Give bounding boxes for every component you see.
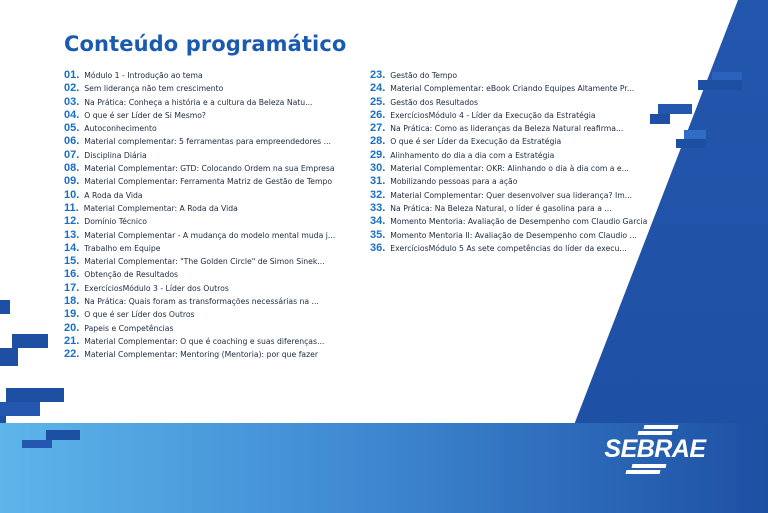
module-item[interactable]	[370, 215, 655, 228]
module-title: Material Complementar: O que é coaching e suas diferenças...	[84, 336, 325, 346]
module-number: 18.	[64, 295, 80, 308]
module-title: A Roda da Vida	[84, 190, 143, 200]
module-number: 04.	[64, 108, 80, 121]
module-item[interactable]	[370, 82, 655, 95]
module-number: 01.	[64, 69, 80, 81]
module-item[interactable]	[64, 268, 360, 281]
module-number: 35.	[370, 228, 386, 241]
module-title: O que é ser Líder de Si Mesmo?	[84, 110, 207, 120]
module-title: ExercíciosMódulo 5 As sete competências do líder da execu...	[390, 243, 627, 253]
module-item[interactable]	[64, 215, 360, 228]
module-number: 19.	[64, 308, 80, 321]
module-item[interactable]	[64, 242, 360, 255]
module-item[interactable]	[370, 122, 655, 135]
module-item[interactable]	[64, 348, 360, 361]
module-title: Gestão do Tempo	[390, 71, 458, 80]
module-title: Material Complementar: Mentoring (Mentoria): por que fazer	[84, 350, 319, 360]
module-item[interactable]	[64, 162, 360, 175]
module-title: Material Complementar: A Roda da Vida	[83, 203, 238, 213]
module-item[interactable]	[370, 229, 655, 242]
logo-bar-bottom	[626, 470, 661, 474]
module-item[interactable]	[370, 96, 655, 109]
module-number: 14.	[64, 241, 80, 254]
module-item[interactable]	[370, 109, 655, 122]
module-number: 24.	[370, 82, 386, 95]
module-title: Papeis e Competências	[84, 323, 174, 333]
module-title: Material Complementar: GTD: Colocando Ordem na sua Empresa	[84, 164, 335, 174]
module-item[interactable]	[64, 122, 360, 135]
module-title: O que é ser Líder dos Outros	[84, 310, 195, 320]
module-title: ExercíciosMódulo 4 - Líder da Execução da Estratégia	[390, 110, 596, 120]
sebrae-logo	[600, 421, 710, 479]
module-item[interactable]	[64, 229, 360, 242]
module-title: Material Complementar: OKR: Alinhando o dia à dia com a e...	[390, 164, 629, 174]
module-title: Momento Mentoria II: Avaliação de Desempenho com Claudio ...	[390, 230, 637, 240]
module-item[interactable]	[64, 69, 360, 82]
logo-bar-low	[632, 464, 667, 468]
module-item[interactable]	[64, 109, 360, 122]
module-title: Gestão dos Resultados	[390, 97, 478, 107]
module-title: Módulo 1 - Introdução ao tema	[84, 71, 203, 80]
module-number: 09.	[64, 175, 80, 188]
module-title: Material Complementar: Ferramenta Matriz de Gestão de Tempo	[84, 177, 333, 187]
module-item[interactable]	[64, 295, 360, 308]
module-title: Alinhamento do dia a dia com a Estratégia	[390, 150, 555, 160]
module-title: Obtenção de Resultados	[84, 270, 179, 280]
module-number: 06.	[64, 135, 80, 148]
module-number: 27.	[370, 122, 386, 135]
module-number: 20.	[64, 321, 80, 334]
module-title: O que é ser Líder da Execução da Estratégia	[390, 137, 562, 147]
module-title: Material Complementar: eBook Criando Equipes Altamente Pr...	[390, 84, 635, 94]
module-number: 03.	[64, 95, 80, 108]
logo-bar-top	[644, 425, 679, 429]
module-list-right	[370, 69, 655, 255]
module-number: 08.	[64, 162, 80, 175]
module-item[interactable]	[64, 308, 360, 321]
module-number: 28.	[370, 135, 386, 148]
module-number: 11.	[64, 201, 79, 214]
module-number: 07.	[64, 148, 80, 161]
module-item[interactable]	[64, 335, 360, 348]
module-title: Na Prática: Conheça a história e a cultura da Beleza Natu...	[84, 97, 313, 107]
module-title: Na Prática: Na Beleza Natural, o líder é gasolina para a ...	[390, 203, 612, 213]
module-item[interactable]	[370, 189, 655, 202]
module-title: Material Complementar: Quer desenvolver sua liderança? Im...	[390, 190, 633, 200]
module-number: 21.	[64, 334, 80, 347]
module-item[interactable]	[64, 282, 360, 295]
module-number: 12.	[64, 215, 80, 228]
module-title: Mobilizando pessoas para a ação	[390, 177, 518, 187]
module-number: 17.	[64, 281, 80, 294]
module-item[interactable]	[370, 69, 655, 82]
module-number: 31.	[370, 175, 386, 188]
module-item[interactable]	[370, 135, 655, 148]
module-title: Autoconhecimento	[84, 124, 157, 134]
module-number: 02.	[64, 82, 80, 95]
module-item[interactable]	[64, 149, 360, 162]
module-number: 34.	[370, 215, 386, 228]
logo-text: SEBRAE	[604, 435, 706, 463]
module-item[interactable]	[64, 175, 360, 188]
module-number: 23.	[370, 69, 386, 81]
module-number: 33.	[370, 201, 386, 214]
module-list-left	[64, 69, 360, 362]
module-item[interactable]	[64, 255, 360, 268]
module-item[interactable]	[64, 189, 360, 202]
module-item[interactable]	[370, 242, 655, 255]
module-title: Na Prática: Como as lideranças da Beleza Natural reafirma...	[390, 124, 624, 134]
module-title: ExercíciosMódulo 3 - Líder dos Outros	[84, 283, 229, 293]
module-item[interactable]	[370, 202, 655, 215]
module-item[interactable]	[370, 175, 655, 188]
module-title: Domínio Técnico	[84, 217, 147, 227]
module-title: Disciplina Diária	[84, 150, 147, 160]
module-item[interactable]	[64, 202, 360, 215]
module-number: 26.	[370, 108, 386, 121]
module-title: Material Complementar: "The Golden Circle" de Simon Sinek...	[84, 257, 325, 267]
module-number: 29.	[370, 148, 386, 161]
module-number: 25.	[370, 95, 386, 108]
module-number: 10.	[64, 188, 80, 201]
module-number: 05.	[64, 122, 80, 135]
module-title: Trabalho em Equipe	[84, 243, 161, 253]
module-number: 30.	[370, 162, 386, 175]
module-number: 15.	[64, 255, 80, 268]
module-number: 16.	[64, 268, 80, 281]
module-number: 36.	[370, 241, 386, 254]
module-title: Na Prática: Quais foram as transformações necessárias na ...	[84, 297, 319, 307]
module-item[interactable]	[64, 82, 360, 95]
module-title: Material complementar: 5 ferramentas para empreendedores ...	[84, 137, 331, 147]
module-title: Sem liderança não tem crescimento	[84, 84, 224, 94]
module-item[interactable]	[64, 135, 360, 148]
module-number: 32.	[370, 188, 386, 201]
module-title: Momento Mentoria: Avaliação de Desempenho com Claudio Garcia	[390, 217, 648, 227]
module-item[interactable]	[64, 322, 360, 335]
module-number: 22.	[64, 348, 80, 361]
module-item[interactable]	[370, 162, 655, 175]
module-item[interactable]	[370, 149, 655, 162]
module-title: Material Complementar - A mudança do modelo mental muda j...	[84, 230, 336, 240]
module-item[interactable]	[64, 96, 360, 109]
module-number: 13.	[64, 228, 80, 241]
page-title: Conteúdo programático	[64, 32, 347, 56]
